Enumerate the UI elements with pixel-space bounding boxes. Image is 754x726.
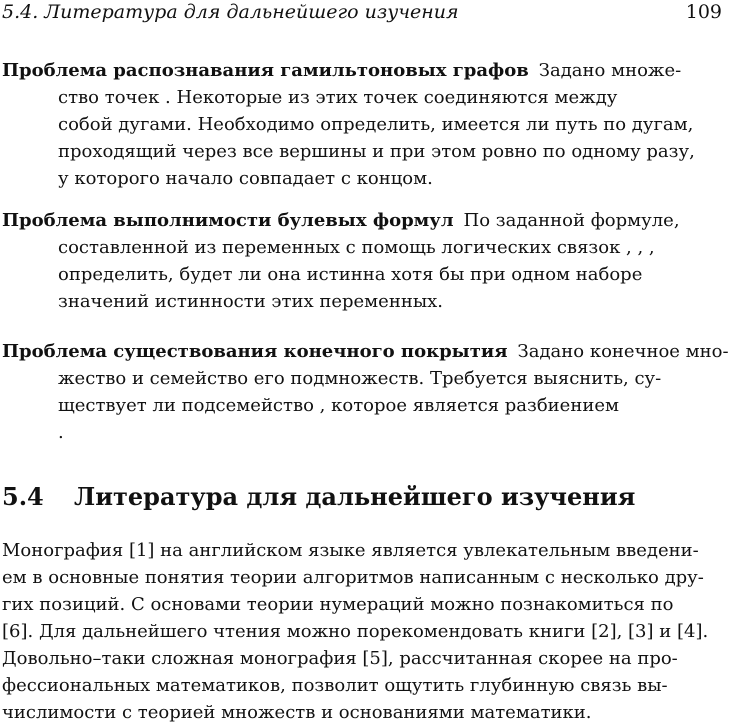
problem-term: Проблема существования конечного покрытия — [2, 341, 508, 362]
problem-text-line: жество и семейство его подмножеств. Требуется выяснить, су- — [58, 368, 662, 389]
paragraph-line: Монография [1] на английском языке является увлекательным введени- — [2, 540, 699, 561]
problem-boolean-sat — [2, 207, 718, 315]
problem-text-line: собой дугами. Необходимо определить, имеется ли путь по дугам, — [58, 114, 694, 135]
section-number: 5.4 — [2, 482, 44, 511]
problem-text-line: Задано множе- — [538, 60, 682, 81]
running-title: 5.4. Литература для дальнейшего изучения — [2, 1, 459, 23]
problem-first-line — [2, 207, 718, 234]
paragraph-line: фессиональных математиков, позволит ощутить глубинную связь вы- — [2, 675, 668, 696]
problem-finite-cover — [2, 338, 729, 446]
paragraph-line: числимости с теорией множеств и основаниями математики. — [2, 702, 592, 723]
problem-text-line: . — [58, 422, 64, 443]
paragraph-line: ем в основные понятия теории алгоритмов написанным с несколько дру- — [2, 567, 704, 588]
section-heading — [2, 481, 635, 513]
problem-term: Проблема распознавания гамильтоновых графов — [2, 60, 529, 81]
problem-text-line: составленной из переменных с помощь логических связок , , , — [58, 237, 655, 258]
paragraph-line: [6]. Для дальнейшего чтения можно порекомендовать книги [2], [3] и [4]. — [2, 621, 709, 642]
paragraph-line: Довольно–таки сложная монография [5], рассчитанная скорее на про- — [2, 648, 678, 669]
problem-text-line: По заданной формуле, — [463, 210, 680, 231]
problem-text-line: значений истинности этих переменных. — [58, 291, 444, 312]
problem-text-line: ществует ли подсемейство , которое является разбиением — [58, 395, 619, 416]
running-head — [2, 0, 722, 24]
problem-text-line: у которого начало совпадает с концом. — [58, 168, 433, 189]
page-number: 109 — [685, 1, 722, 23]
section-title: Литература для дальнейшего изучения — [74, 482, 636, 511]
problem-text-line: проходящий через все вершины и при этом ровно по одному разу, — [58, 141, 695, 162]
paragraph-line: гих позиций. С основами теории нумераций можно познакомиться по — [2, 594, 674, 615]
problem-text-line: ство точек . Некоторые из этих точек соединяются между — [58, 87, 618, 108]
section-paragraph — [2, 537, 722, 726]
problem-text-line: Задано конечное мно- — [517, 341, 729, 362]
problem-hamiltonian — [2, 57, 718, 192]
problem-term: Проблема выполнимости булевых формул — [2, 210, 454, 231]
problem-text-line: определить, будет ли она истинна хотя бы при одном наборе — [58, 264, 643, 285]
problem-first-line — [2, 57, 718, 84]
problem-first-line — [2, 338, 729, 365]
